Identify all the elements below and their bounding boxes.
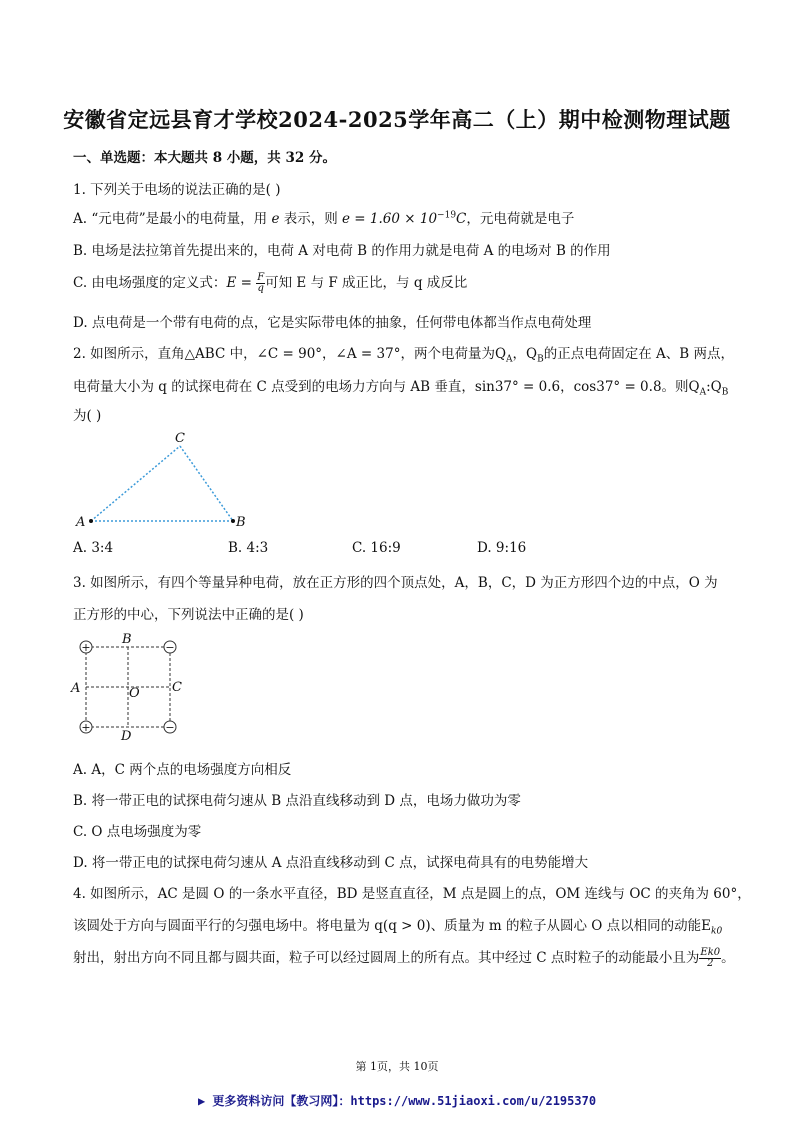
side-ac [91, 446, 180, 521]
positive-charge-top-left [80, 641, 92, 654]
q4-stem-line2: 该圆处于方向与圆面平行的匀强电场中。将电量为 q(q > 0)、质量为 m 的粒子从圆心 O 点以相同的动能$E_{k0}$ [73, 918, 723, 937]
section-heading: 一、单选题：本大题共 8 小题，共 32 分。 [73, 150, 336, 166]
q3-stem-line1: 3. 如图所示，有四个等量异种电荷，放在正方形的四个顶点处，A，B，C，D 为正方形四个边的中点，O 为 [73, 575, 718, 591]
q1-stem: 1. 下列关于电场的说法正确的是( ) [73, 182, 281, 198]
q3-option-d: D. 将一带正电的试探电荷匀速从 A 点沿直线移动到 C 点，试探电荷具有的电势能增大 [73, 855, 589, 871]
point-a [89, 519, 93, 523]
fraction-ek0-over-2: $\frac{Ek0}{2}$ [700, 947, 721, 969]
q2-option-d: D. 9:16 [477, 540, 527, 556]
q3-option-c: C. O 点电场强度为零 [73, 824, 202, 840]
q2-stem-line1: 2. 如图所示，直角△ABC 中，∠C = 90°，∠A = 37°，两个电荷量为$Q_A$，$Q_B$的正点电荷固定在 A、B 两点， [73, 346, 734, 365]
svg-text:−: − [165, 641, 175, 654]
label-b: B [122, 632, 132, 647]
negative-charge-top-right [164, 641, 176, 654]
svg-text:−: − [165, 721, 175, 734]
label-c: C [172, 680, 182, 695]
q4-stem-line1: 4. 如图所示，AC 是圆 O 的一条水平直径，BD 是竖直直径，M 点是圆上的点，OM 连线与 OC 的夹角为 60°， [73, 886, 751, 902]
svg-text:+: + [81, 641, 91, 654]
q2-option-c: C. 16:9 [352, 540, 401, 556]
svg-text:+: + [81, 721, 91, 734]
q3-option-b: B. 将一带正电的试探电荷匀速从 B 点沿直线移动到 D 点，电场力做功为零 [73, 793, 521, 809]
fraction-f-over-q: $\frac{F}{q}$ [257, 272, 265, 294]
square-charges-diagram [68, 630, 188, 745]
q3-option-a: A. A，C 两个点的电场强度方向相反 [73, 762, 292, 778]
promo-banner-link[interactable]: ▶ 更多资料访问【教习网】：https://www.51jiaoxi.com/u/2195370 [197, 1094, 597, 1108]
label-c: C [175, 431, 185, 446]
q2-stem-line2: 电荷量大小为 q 的试探电荷在 C 点受到的电场力方向与 AB 垂直，sin37° = 0.6，cos37° = 0.8。则$Q_A:Q_B$ [73, 379, 729, 398]
triangle-diagram [70, 428, 260, 538]
q1-option-d: D. 点电荷是一个带有电荷的点，它是实际带电体的抽象，任何带电体都当作点电荷处理 [73, 315, 592, 331]
q1-option-b: B. 电场是法拉第首先提出来的，电荷 A 对电荷 B 的作用力就是电荷 A 的电场对 B 的作用 [73, 243, 611, 259]
side-cb [180, 446, 233, 521]
label-a: A [76, 515, 86, 530]
q1-option-c: C. 由电场强度的定义式：E = $\frac{F}{q}$ 可知 E 与 F 成正比，与 q 成反比 [73, 272, 468, 294]
q1-option-a: A. “元电荷”是最小的电荷量，用 e 表示，则 $e = 1.60 \times 10^{-19}C$，元电荷就是电子 [73, 210, 575, 227]
q3-stem-line2: 正方形的中心，下列说法中正确的是( ) [73, 607, 304, 623]
q2-option-a: A. 3:4 [73, 540, 114, 556]
label-a: A [71, 681, 81, 696]
point-b [231, 519, 235, 523]
negative-charge-bottom-right [164, 721, 176, 734]
positive-charge-bottom-left [80, 721, 92, 734]
label-b: B [236, 515, 246, 530]
document-title: 安徽省定远县育才学校2024-2025学年高二（上）期中检测物理试题 [63, 107, 731, 132]
page-footer: 第 1页，共 10页 [355, 1060, 439, 1073]
label-o: O [129, 686, 140, 701]
q4-stem-line3: 射出，射出方向不同且都与圆共面，粒子可以经过圆周上的所有点。其中经过 C 点时粒子的动能最小且为 $\frac{Ek0}{2}$ 。 [73, 947, 735, 969]
q2-stem-line3: 为( ) [73, 408, 102, 424]
label-d: D [121, 729, 132, 744]
q2-option-b: B. 4:3 [228, 540, 269, 556]
